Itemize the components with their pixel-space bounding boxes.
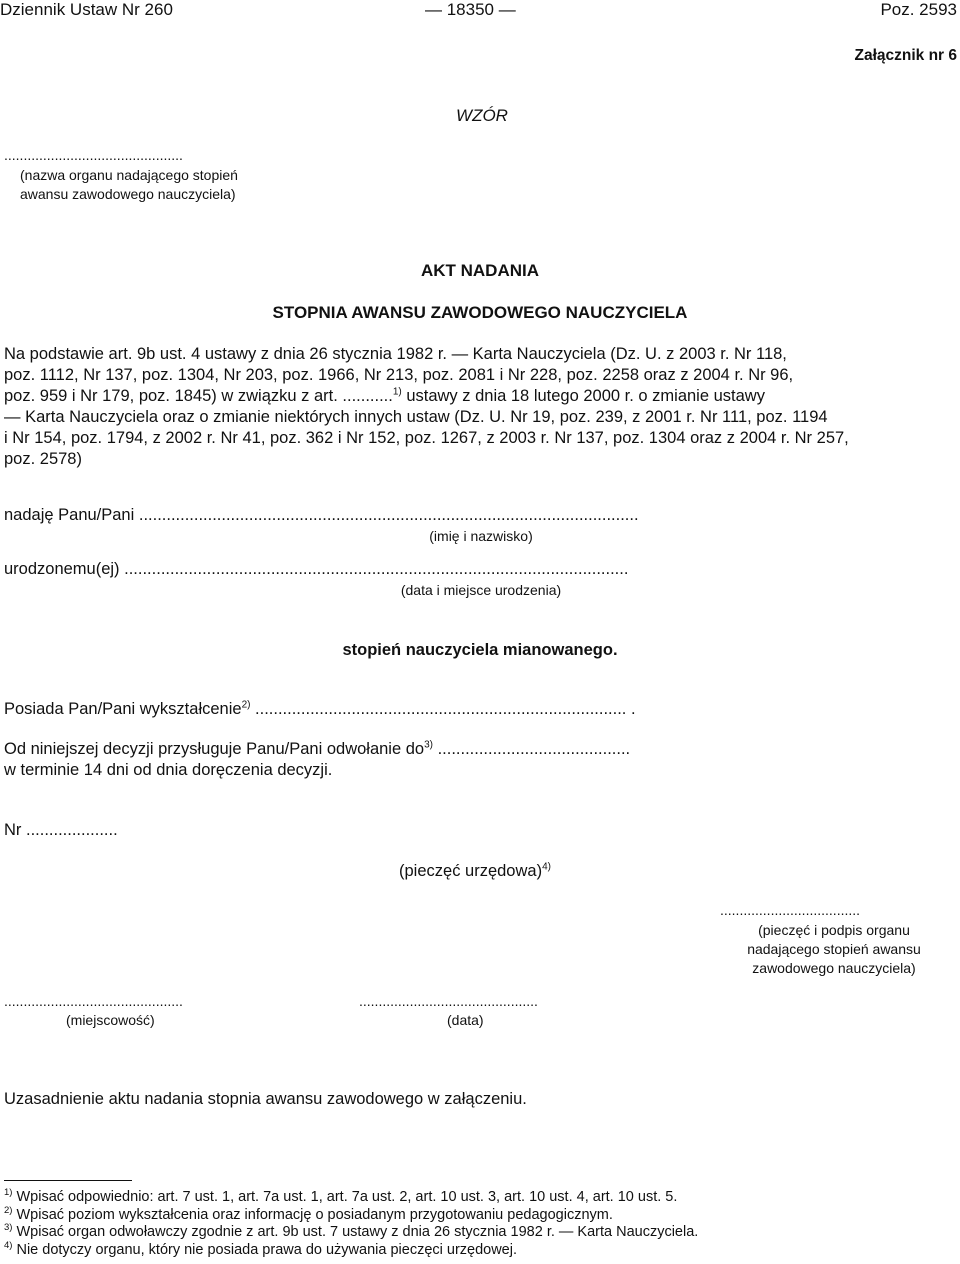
education-line: Posiada Pan/Pani wykształcenie$^{2)}$ ................................................................................. . <box>4 699 636 718</box>
organ-dots: .............................................. <box>4 147 183 163</box>
appeal-line: Od niniejszej decyzji przysługuje Panu/Pani odwołanie $do^{3)}$ .......................................... <box>4 739 631 758</box>
signature-caption: (pieczęć i podpis organu nadającego stopień awansu zawodowego nauczyciela) <box>747 922 921 976</box>
organ-caption-2: awansu zawodowego nauczyciela) <box>20 186 236 202</box>
name-caption: (imię i nazwisko) <box>429 528 533 544</box>
number-line: Nr .................... <box>4 821 118 839</box>
birth-caption: (data i miejsce urodzenia) <box>400 582 562 598</box>
journal-title: Dziennik Ustaw Nr 260 <box>0 0 173 19</box>
footnote-divider <box>4 1180 132 1181</box>
date-caption: (data) <box>447 1012 484 1028</box>
date-dots: .............................................. <box>359 993 538 1009</box>
place-caption: (miejscowość) <box>66 1012 155 1028</box>
legal-basis: Na podstawie art. 9b ust. 4 ustawy z dnia 26 stycznia 1982 r. — Karta Nauczyciela (Dz. U. z 2003 r. Nr 118, poz. 1112, Nr 137, poz. 1304, Nr 203, poz. 1966, Nr 213, poz. 2081 i Nr 228, poz. 2258 oraz z 2004 r. Nr 96, poz. 959 i Nr 179, poz. 1845) w związku z art. ...........$^{1)}$ ustawy z dnia 18 lutego 2000 r. o zmianie ustawy — Karta Nauczyciela oraz o zmianie niektórych innych ustaw (Dz. U. Nr 19, poz. 239, z 2001 r. Nr 111, poz. 1194 i Nr 154, poz. 1794, z 2002 r. Nr 41, poz. 362 i Nr 152, poz. 1267, z 2003 r. Nr 137, poz. 1304 oraz z 2004 r. Nr 257, poz. 2578) <box>4 345 849 468</box>
official-stamp: (pieczęć urzędowa)$^{4)}$ <box>399 861 551 880</box>
document-title: AKT NADANIA <box>420 261 540 280</box>
grant-line: nadaję Panu/Pani ............................................................................................................. <box>4 506 639 524</box>
footnote-2: $^{2)}$ Wpisać poziom wykształcenia oraz informację o posiadanym przygotowaniu pedagogicznym. <box>4 1204 613 1223</box>
appeal-deadline: w terminie 14 dni od dnia doręczenia decyzji. <box>4 761 333 779</box>
signature-dots: .................................... <box>720 902 861 918</box>
place-dots: .............................................. <box>4 993 183 1009</box>
justification-note: Uzasadnienie aktu nadania stopnia awansu zawodowego w załączeniu. <box>4 1090 527 1108</box>
footnotes <box>4 1189 698 1259</box>
position-number: Poz. 2593 <box>880 0 957 19</box>
organ-caption-1: (nazwa organu nadającego stopień <box>20 167 238 183</box>
footnote-4: $^{4)}$ Nie dotyczy organu, który nie posiada prawa do używania pieczęci urzędowej. <box>4 1239 518 1258</box>
degree-text: stopień nauczyciela mianowanego. <box>342 641 618 659</box>
born-line: urodzonemu(ej) .............................................................................................................. <box>4 560 629 578</box>
page-number: — 18350 — <box>425 0 516 19</box>
document-subtitle: STOPNIA AWANSU ZAWODOWEGO NAUCZYCIELA <box>272 303 688 322</box>
footnote-3: $^{3)}$ Wpisać organ odwoławczy zgodnie z art. 9b ust. 7 ustawy z dnia 26 stycznia 1982 r. — Karta Nauczyciela. <box>4 1222 699 1240</box>
annex-label: Załącznik nr 6 <box>854 47 957 64</box>
footnote-1: $^{1)}$ Wpisać odpowiednio: art. 7 ust. 1, art. 7a ust. 1, art. 7a ust. 2, art. 10 ust. 3, art. 10 ust. 4, art. 10 ust. 5. <box>4 1187 678 1205</box>
template-label: WZÓR <box>456 106 508 125</box>
